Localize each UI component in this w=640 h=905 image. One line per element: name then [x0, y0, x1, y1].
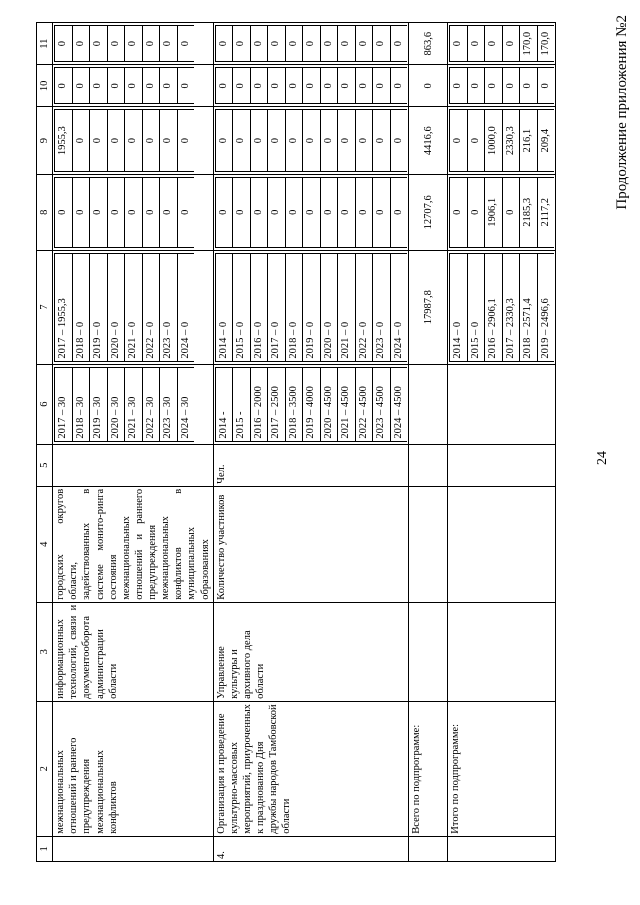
stacked-value: 0	[303, 68, 321, 104]
stacked-value: 2019 – 30	[90, 367, 108, 441]
stacked-value: 2330,3	[502, 110, 520, 171]
stacked-value: 0	[303, 177, 321, 247]
stacked-value: 0	[467, 26, 485, 62]
cell-unit	[53, 444, 214, 486]
stacked-value: 2018 – 3500	[285, 367, 303, 441]
cell-num	[409, 836, 448, 861]
stacked-value: 0	[90, 110, 108, 171]
cell-targets	[213, 364, 409, 444]
stacked-value: 0	[467, 68, 485, 104]
stacked-value: 0	[160, 26, 178, 62]
stacked-values	[54, 253, 194, 362]
column-number: 4	[37, 486, 53, 602]
cell-local	[53, 65, 214, 107]
stacked-value: 0	[72, 26, 90, 62]
stacked-value: 2017 – 2500	[268, 367, 286, 441]
stacked-value: 2020 – 0	[320, 253, 338, 361]
stacked-values	[54, 367, 194, 442]
stacked-value: 0	[390, 110, 407, 171]
cell-regional	[213, 107, 409, 174]
cell-total-local: 0	[409, 65, 448, 107]
stacked-value: 2021 – 30	[125, 367, 143, 441]
stacked-value: 1955,3	[55, 110, 73, 171]
column-number-row	[37, 23, 53, 862]
column-number: 9	[37, 107, 53, 174]
cell-itogo-local	[448, 65, 556, 107]
stacked-value: 2017 – 30	[55, 367, 73, 441]
cell-total-federal: 12707,6	[409, 174, 448, 250]
cell-empty	[448, 602, 556, 701]
stacked-value: 0	[303, 26, 321, 62]
stacked-value: 2018 – 0	[72, 253, 90, 361]
stacked-value: 2018 – 2571,4	[520, 253, 538, 361]
stacked-value: 2014 – 0	[450, 253, 468, 361]
stacked-value: 2016 – 2906,1	[485, 253, 503, 361]
stacked-values	[215, 367, 408, 442]
stacked-values	[54, 67, 194, 104]
cell-local	[213, 65, 409, 107]
stacked-values	[54, 25, 194, 62]
stacked-values	[215, 67, 408, 104]
stacked-value: 0	[250, 26, 268, 62]
stacked-value: 0	[160, 110, 178, 171]
stacked-value: 2017 – 2330,3	[502, 253, 520, 361]
table-row-conflict-monitoring	[53, 23, 214, 862]
stacked-value: 2019 – 4000	[303, 367, 321, 441]
stacked-value: 0	[537, 68, 554, 104]
cell-targets	[53, 364, 214, 444]
stacked-value: 0	[55, 177, 73, 247]
cell-itogo-label: Итого по подпрограмме:	[448, 701, 556, 836]
stacked-value: 0	[467, 110, 485, 171]
column-number: 10	[37, 65, 53, 107]
stacked-value: 216,1	[520, 110, 538, 171]
stacked-value: 0	[373, 26, 391, 62]
cell-itogo-extra	[448, 23, 556, 65]
stacked-value: 2020 – 30	[107, 367, 125, 441]
stacked-value: 2014 -	[215, 367, 233, 441]
stacked-value: 0	[233, 177, 251, 247]
cell-indicator: Количество участников	[213, 486, 409, 602]
stacked-value: 0	[303, 110, 321, 171]
cell-itogo-federal	[448, 174, 556, 250]
stacked-value: 0	[320, 26, 338, 62]
table-row-total	[409, 23, 448, 862]
stacked-value: 0	[233, 68, 251, 104]
cell-total-extra: 863,6	[409, 23, 448, 65]
stacked-value: 0	[125, 110, 143, 171]
stacked-value: 2018 – 0	[285, 253, 303, 361]
stacked-value: 0	[338, 177, 356, 247]
stacked-value: 0	[177, 68, 194, 104]
stacked-value: 0	[233, 110, 251, 171]
stacked-value: 0	[373, 68, 391, 104]
stacked-value: 0	[390, 177, 407, 247]
stacked-value: 0	[268, 26, 286, 62]
stacked-value: 2023 – 30	[160, 367, 178, 441]
stacked-value: 0	[72, 177, 90, 247]
stacked-value: 0	[373, 177, 391, 247]
appendix-continuation-note: Продолжение приложения №2	[614, 15, 630, 210]
cell-activity: Организация и проведение культурно-массовых мероприятий, приуроченных к празднованию Дня дружбы народов Тамбовской области	[213, 701, 409, 836]
stacked-value: 0	[502, 68, 520, 104]
stacked-value: 2014 – 0	[215, 253, 233, 361]
stacked-values	[449, 25, 554, 62]
stacked-value: 0	[55, 68, 73, 104]
column-number: 1	[37, 836, 53, 861]
stacked-value: 0	[125, 177, 143, 247]
stacked-value: 2024 – 0	[390, 253, 407, 361]
stacked-value: 2024 – 0	[177, 253, 194, 361]
stacked-values	[449, 109, 554, 171]
stacked-value: 0	[90, 68, 108, 104]
stacked-values	[449, 253, 554, 362]
stacked-value: 0	[107, 26, 125, 62]
stacked-value: 0	[320, 177, 338, 247]
stacked-value: 2020 – 0	[107, 253, 125, 361]
stacked-value: 2015 -	[233, 367, 251, 441]
table-row-itogo	[448, 23, 556, 862]
stacked-value: 2015 – 0	[467, 253, 485, 361]
stacked-value: 1000,0	[485, 110, 503, 171]
stacked-value: 0	[107, 68, 125, 104]
cell-empty	[448, 364, 556, 444]
stacked-value: 2021 – 0	[125, 253, 143, 361]
stacked-value: 0	[250, 177, 268, 247]
stacked-value: 0	[160, 68, 178, 104]
cell-itogo-regional	[448, 107, 556, 174]
cell-num: 4.	[213, 836, 409, 861]
stacked-value: 2024 – 4500	[390, 367, 407, 441]
stacked-value: 0	[215, 26, 233, 62]
stacked-value: 0	[177, 26, 194, 62]
stacked-value: 2021 – 4500	[338, 367, 356, 441]
stacked-values	[449, 177, 554, 248]
stacked-value: 0	[285, 68, 303, 104]
stacked-value: 2021 – 0	[338, 253, 356, 361]
stacked-value: 0	[390, 26, 407, 62]
stacked-value: 2016 – 2000	[250, 367, 268, 441]
cell-regional	[53, 107, 214, 174]
column-number: 11	[37, 23, 53, 65]
stacked-value: 0	[285, 26, 303, 62]
cell-empty	[448, 486, 556, 602]
stacked-values	[215, 109, 408, 171]
stacked-value: 0	[285, 177, 303, 247]
stacked-value: 0	[502, 177, 520, 247]
stacked-value: 2117,2	[537, 177, 554, 247]
stacked-value: 0	[125, 26, 143, 62]
stacked-value: 0	[355, 26, 373, 62]
stacked-value: 2023 – 0	[373, 253, 391, 361]
program-table	[36, 22, 556, 862]
stacked-value: 2019 – 0	[90, 253, 108, 361]
column-number: 2	[37, 701, 53, 836]
stacked-value: 0	[502, 26, 520, 62]
stacked-value: 0	[215, 68, 233, 104]
stacked-value: 0	[90, 177, 108, 247]
stacked-value: 0	[268, 110, 286, 171]
cell-extra	[53, 23, 214, 65]
stacked-value: 0	[177, 110, 194, 171]
column-number: 5	[37, 444, 53, 486]
stacked-value: 0	[142, 68, 160, 104]
cell-federal	[53, 174, 214, 250]
stacked-value: 2024 – 30	[177, 367, 194, 441]
stacked-value: 2022 – 0	[355, 253, 373, 361]
stacked-value: 2023 – 4500	[373, 367, 391, 441]
stacked-value: 2017 – 1955,3	[55, 253, 73, 361]
stacked-value: 0	[215, 177, 233, 247]
stacked-value: 2020 – 4500	[320, 367, 338, 441]
stacked-value: 0	[107, 177, 125, 247]
stacked-value: 0	[142, 110, 160, 171]
stacked-value: 0	[55, 26, 73, 62]
stacked-value: 0	[450, 26, 468, 62]
cell-executor: информационных технологий, связи и документооборота администрации области	[53, 602, 214, 701]
stacked-values	[54, 109, 194, 171]
stacked-values	[54, 177, 194, 248]
stacked-value: 0	[160, 177, 178, 247]
stacked-value: 0	[390, 68, 407, 104]
stacked-value: 0	[250, 68, 268, 104]
cell-unit: Чел.	[213, 444, 409, 486]
stacked-value: 0	[233, 26, 251, 62]
stacked-value: 2016 – 0	[250, 253, 268, 361]
stacked-value: 209,4	[537, 110, 554, 171]
column-number: 8	[37, 174, 53, 250]
stacked-value: 0	[355, 68, 373, 104]
cell-empty	[409, 364, 448, 444]
stacked-value: 0	[373, 110, 391, 171]
cell-total-regional: 4416,6	[409, 107, 448, 174]
stacked-value: 0	[268, 68, 286, 104]
stacked-value: 0	[72, 68, 90, 104]
stacked-value: 0	[355, 177, 373, 247]
cell-federal	[213, 174, 409, 250]
stacked-value: 2022 – 0	[142, 253, 160, 361]
stacked-value: 0	[215, 110, 233, 171]
column-number: 6	[37, 364, 53, 444]
stacked-values	[215, 25, 408, 62]
stacked-value: 2022 – 4500	[355, 367, 373, 441]
cell-indicator: городских округов области, задействованных в системе монито-ринга состояния межнациональных отношений и раннего предупреждения межнациональных конфликтов в муниципальных образованиях	[53, 486, 214, 602]
cell-num	[53, 836, 214, 861]
stacked-value: 170,0	[537, 26, 554, 62]
stacked-value: 0	[268, 177, 286, 247]
column-number: 7	[37, 250, 53, 364]
table-row-friendship-day	[213, 23, 409, 862]
stacked-value: 0	[320, 110, 338, 171]
stacked-value: 0	[107, 110, 125, 171]
stacked-value: 2019 – 2496,6	[537, 253, 554, 361]
cell-extra	[213, 23, 409, 65]
stacked-value: 0	[250, 110, 268, 171]
cell-empty	[409, 602, 448, 701]
stacked-values	[215, 253, 408, 362]
stacked-values	[215, 177, 408, 248]
stacked-value: 2022 – 30	[142, 367, 160, 441]
cell-activity: межнациональных отношений и раннего предупреждения межнациональных конфликтов	[53, 701, 214, 836]
cell-funding-total	[53, 250, 214, 364]
stacked-value: 0	[142, 177, 160, 247]
stacked-value: 0	[90, 26, 108, 62]
cell-empty	[448, 444, 556, 486]
stacked-value: 0	[320, 68, 338, 104]
stacked-value: 0	[338, 68, 356, 104]
stacked-value: 2017 – 0	[268, 253, 286, 361]
stacked-value: 0	[467, 177, 485, 247]
stacked-value: 0	[338, 110, 356, 171]
stacked-value: 0	[520, 68, 538, 104]
page-number: 24	[595, 451, 610, 465]
cell-empty	[409, 444, 448, 486]
stacked-value: 0	[142, 26, 160, 62]
stacked-values	[449, 67, 554, 104]
stacked-value: 2019 – 0	[303, 253, 321, 361]
stacked-value: 0	[72, 110, 90, 171]
stacked-value: 0	[450, 177, 468, 247]
cell-total-sum: 17987,8	[409, 250, 448, 364]
stacked-value: 170,0	[520, 26, 538, 62]
stacked-value: 1906,1	[485, 177, 503, 247]
stacked-value: 0	[338, 26, 356, 62]
cell-total-label: Всего по подпрограмме:	[409, 701, 448, 836]
stacked-value: 0	[485, 68, 503, 104]
cell-executor: Управление культуры и архивного дела области	[213, 602, 409, 701]
cell-itogo-years	[448, 250, 556, 364]
stacked-value: 0	[125, 68, 143, 104]
stacked-value: 2023 – 0	[160, 253, 178, 361]
stacked-value: 0	[450, 110, 468, 171]
stacked-value: 0	[177, 177, 194, 247]
stacked-value: 2018 – 30	[72, 367, 90, 441]
cell-num	[448, 836, 556, 861]
stacked-value: 2015 – 0	[233, 253, 251, 361]
stacked-value: 0	[355, 110, 373, 171]
stacked-value: 0	[285, 110, 303, 171]
cell-funding-total	[213, 250, 409, 364]
stacked-value: 0	[450, 68, 468, 104]
stacked-value: 0	[485, 26, 503, 62]
cell-empty	[409, 486, 448, 602]
stacked-value: 2185,3	[520, 177, 538, 247]
column-number: 3	[37, 602, 53, 701]
